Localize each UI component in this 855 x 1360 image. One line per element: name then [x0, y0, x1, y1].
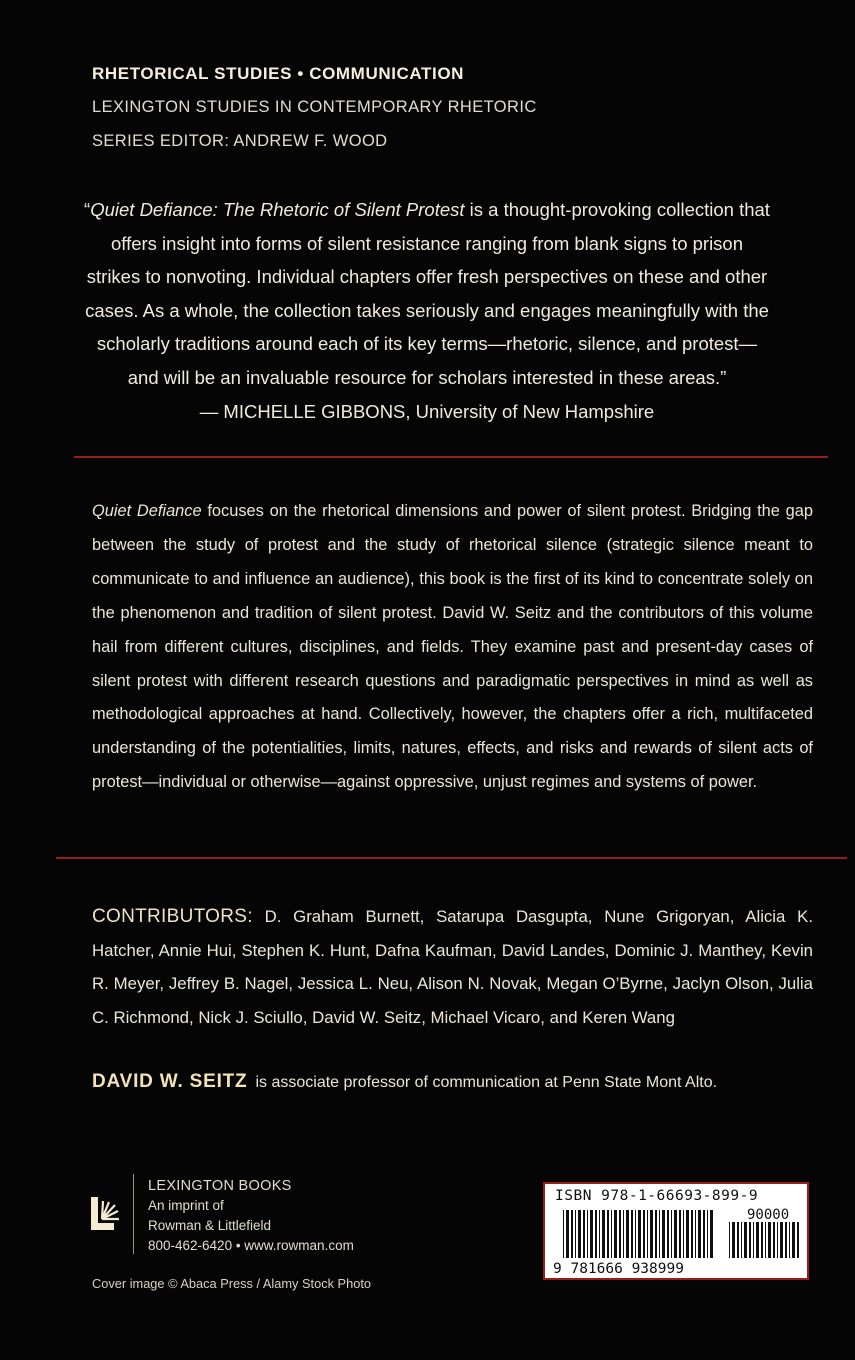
barcode-bar: [575, 1210, 576, 1258]
barcode-bar: [566, 1210, 569, 1258]
barcode-bar: [691, 1210, 693, 1258]
barcode-bar: [614, 1210, 617, 1258]
isbn-label: ISBN 978-1-66693-899-9: [555, 1188, 759, 1204]
publisher-imprint: An imprint of: [148, 1198, 224, 1213]
barcode-bar: [619, 1210, 621, 1258]
barcode-bar: [563, 1210, 564, 1258]
barcode-bar: [765, 1222, 766, 1258]
author-description: is associate professor of communication at Penn State Mont Alto.: [255, 1074, 718, 1091]
barcode-bar: [590, 1210, 593, 1258]
addon-bars: [729, 1222, 799, 1258]
barcode-graphic: [551, 1208, 803, 1276]
publisher-contact: 800-462-6420 • www.rowman.com: [148, 1238, 354, 1253]
quote-book-title: Quiet Defiance: The Rhetoric of Silent Protest: [90, 199, 465, 220]
barcode-bar: [587, 1210, 588, 1258]
barcode-bar: [761, 1222, 763, 1258]
barcode-bar: [773, 1222, 775, 1258]
barcode-bar: [707, 1210, 708, 1258]
barcode-bar: [744, 1222, 747, 1258]
series-category: RHETORICAL STUDIES • COMMUNICATION: [92, 64, 465, 83]
endorsement-quote: [84, 193, 770, 428]
barcode-bar: [631, 1210, 633, 1258]
publisher-name: LEXINGTON BOOKS: [148, 1178, 292, 1194]
barcode-bar: [671, 1210, 672, 1258]
isbn-barcode: [543, 1182, 809, 1280]
price-code: 90000: [747, 1208, 790, 1223]
series-name: LEXINGTON STUDIES IN CONTEMPORARY RHETORIC: [92, 98, 537, 116]
barcode-bar: [749, 1222, 751, 1258]
book-description: [92, 495, 813, 800]
barcode-bar: [792, 1222, 795, 1258]
description-body: focuses on the rhetorical dimensions and power of silent protest. Bridging the gap between the study of protest and the study of rhetorical silence (strategic silence meant to communicate to and influence an audience), this book is the first of its kind to concentrate solely on the phenomenon and tradition of silent protest. David W. Seitz and the contributors of this volume hail from different cultures, disciplines, and fields. They examine past and present-day cases of silent protest with different research questions and paradigmatic perspectives in mind as well as methodological approaches at hand. Collectively, however, the chapters offer a rich, multifaceted understanding of the potentialities, limits, natures, effects, and risks and rewards of silent acts of protest—individual or otherwise—against oppressive, unjust regimes and systems of power.: [92, 502, 814, 792]
barcode-bar: [599, 1210, 600, 1258]
publisher-parent: Rowman & Littlefield: [148, 1218, 272, 1233]
barcode-bar: [647, 1210, 648, 1258]
barcode-bar: [655, 1210, 657, 1258]
barcode-bar: [789, 1222, 790, 1258]
barcode-bar: [768, 1222, 771, 1258]
barcode-bar: [659, 1210, 660, 1258]
cover-credit: Cover image © Abaca Press / Alamy Stock Photo: [92, 1276, 372, 1291]
barcode-bar: [626, 1210, 629, 1258]
quote-open-mark: “: [84, 199, 91, 220]
ean-bars: [563, 1210, 713, 1258]
author-name: DAVID W. SEITZ: [92, 1071, 248, 1092]
barcode-bar: [756, 1222, 759, 1258]
barcode-bar: [797, 1222, 799, 1258]
barcode-bar: [667, 1210, 669, 1258]
barcode-bar: [710, 1210, 713, 1258]
description-book-title: Quiet Defiance: [92, 502, 202, 520]
barcode-bar: [737, 1222, 739, 1258]
quote-body: is a thought-provoking collection that offers insight into forms of silent resistance ranging from blank signs to prison strikes to nonvoting. Individual chapters offer fresh perspectives on these and other cases. As a whole, the collection takes seriously and engages meaningfully with the scholarly traditions around each of its key terms—rhetoric, silence, and protest—and will be an invaluable resource for scholars interested in these areas.”: [85, 199, 770, 388]
barcode-bar: [679, 1210, 681, 1258]
author-bio: [92, 1071, 717, 1093]
barcode-bar: [686, 1210, 689, 1258]
barcode-bar: [595, 1210, 597, 1258]
barcode-bar: [777, 1222, 778, 1258]
barcode-bar: [635, 1210, 636, 1258]
barcode-bar: [741, 1222, 742, 1258]
barcode-bar: [650, 1210, 653, 1258]
barcode-bar: [638, 1210, 641, 1258]
barcode-bar: [785, 1222, 787, 1258]
contributors-section: [92, 900, 813, 1034]
barcode-bar: [662, 1210, 665, 1258]
divider-middle: [56, 857, 847, 859]
barcode-bar: [698, 1210, 701, 1258]
barcode-bar: [695, 1210, 696, 1258]
barcode-bar: [578, 1210, 581, 1258]
contributors-label: CONTRIBUTORS:: [92, 906, 253, 927]
barcode-bar: [732, 1222, 735, 1258]
quote-attribution: — MICHELLE GIBBONS, University of New Hampshire: [199, 400, 655, 422]
contributors-names: D. Graham Burnett, Satarupa Dasgupta, Nune Grigoryan, Alicia K. Hatcher, Annie Hui, Stephen K. Hunt, Dafna Kaufman, David Landes, Dominic J. Manthey, Kevin R. Meyer, Jeffrey B. Nagel, Jessica L. Neu, Alison N. Novak, Megan O’Byrne, Jaclyn Olson, Julia C. Richmond, Nick J. Sciullo, David W. Seitz, Michael Vicaro, and Keren Wang: [92, 907, 813, 1027]
barcode-bar: [729, 1222, 730, 1258]
barcode-bar: [583, 1210, 585, 1258]
lexington-logo-icon: [88, 1193, 122, 1233]
barcode-bar: [643, 1210, 645, 1258]
barcode-bar: [753, 1222, 754, 1258]
publisher-divider: [133, 1174, 134, 1254]
barcode-bar: [611, 1210, 612, 1258]
publisher-info: [148, 1176, 354, 1256]
barcode-bar: [780, 1222, 783, 1258]
divider-top: [74, 456, 828, 458]
barcode-bar: [571, 1210, 573, 1258]
ean-digits: 9 781666 938999: [553, 1261, 684, 1276]
barcode-bar: [602, 1210, 605, 1258]
barcode-bar: [703, 1210, 705, 1258]
barcode-bar: [683, 1210, 684, 1258]
barcode-bar: [607, 1210, 609, 1258]
barcode-bar: [674, 1210, 677, 1258]
series-editor: SERIES EDITOR: ANDREW F. WOOD: [92, 132, 388, 150]
barcode-bar: [623, 1210, 624, 1258]
